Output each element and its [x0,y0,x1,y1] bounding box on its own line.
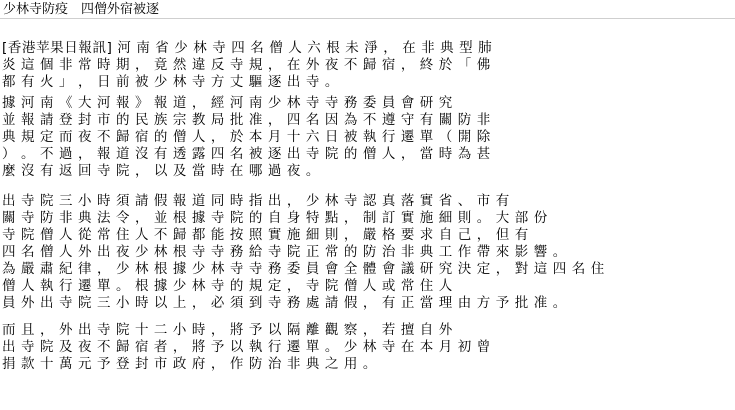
paragraph-2-line-2: 關 寺 防 非 典 法 令 ， 並 根 據 寺 院 的 自 身 特 點 ， 制 訂 實 施 細 則 。 大 部 份 [2,210,548,226]
paragraph-1-line-4: 據 河 南 《 大 河 報 》 報 道 ， 經 河 南 少 林 寺 寺 務 委 員 會 研 究 [2,95,453,111]
paragraph-3-line-2: 出 寺 院 及 夜 不 歸 宿 者 ， 將 予 以 執 行 遷 單 。 少 林 寺 在 本 月 初 曾 [2,339,491,355]
paragraph-2-line-7: 員 外 出 寺 院 三 小 時 以 上 ， 必 須 到 寺 務 處 請 假 ， 有 正 當 理 由 方 予 批 准 。 [2,295,567,311]
paragraph-2-line-3: 寺 院 僧 人 從 常 住 人 不 歸 都 能 按 照 實 施 細 則 ， 嚴 格 要 求 自 己 ， 但 有 [2,227,529,243]
paragraph-1-line-3: 都 有 火 」 ， 日 前 被 少 林 寺 方 丈 驅 逐 出 寺 。 [2,74,339,90]
paragraph-1-line-6: 典 規 定 而 夜 不 歸 宿 的 僧 人 ， 於 本 月 十 六 日 被 執 行 遷 單 （ 開 除 [2,129,491,145]
paragraph-3-line-3: 捐 款 十 萬 元 予 登 封 市 政 府 ， 作 防 治 非 典 之 用 。 [2,356,377,372]
article-title: 少林寺防疫 四僧外宿被逐 [3,2,160,17]
title-divider [0,18,735,19]
paragraph-1-line-2: 炎 這 個 非 常 時 期 ， 竟 然 違 反 寺 規 ， 在 外 夜 不 歸 宿 ， 終 於 「 佛 [2,57,491,73]
paragraph-2-line-4: 四 名 僧 人 外 出 夜 少 林 根 寺 寺 務 給 寺 院 正 常 的 防 治 非 典 工 作 帶 來 影 響 。 [2,244,567,260]
paragraph-2-line-5: 為 嚴 肅 紀 律 ， 少 林 根 據 少 林 寺 寺 務 委 員 會 全 體 會 議 研 究 決 定 ， 對 這 四 名 住 [2,261,605,277]
paragraph-1-line-7: ） 。 不 過 ， 報 道 沒 有 透 露 四 名 被 逐 出 寺 院 的 僧 人 ， 當 時 為 甚 [2,146,491,162]
paragraph-3-line-1: 而 且 ， 外 出 寺 院 十 二 小 時 ， 將 予 以 隔 離 觀 察 ， 若 擅 自 外 [2,322,453,338]
paragraph-1-line-5: 並 報 請 登 封 市 的 民 族 宗 教 局 批 准 ， 四 名 因 為 不 遵 守 有 關 防 非 [2,112,491,128]
paragraph-1-line-1: [香港苹果日報訊] 河 南 省 少 林 寺 四 名 僧 人 六 根 未 淨 ， 在 非 典 型 肺 [2,40,493,56]
paragraph-2-line-1: 出 寺 院 三 小 時 須 請 假 報 道 同 時 指 出 ， 少 林 寺 認 真 落 實 省 、 市 有 [2,193,510,209]
paragraph-1-line-8: 麼 沒 有 返 回 寺 院 ， 以 及 當 時 在 哪 過 夜 。 [2,163,320,179]
paragraph-2-line-6: 僧 人 執 行 遷 單 。 根 據 少 林 寺 的 規 定 ， 寺 院 僧 人 或 常 住 人 [2,278,453,294]
